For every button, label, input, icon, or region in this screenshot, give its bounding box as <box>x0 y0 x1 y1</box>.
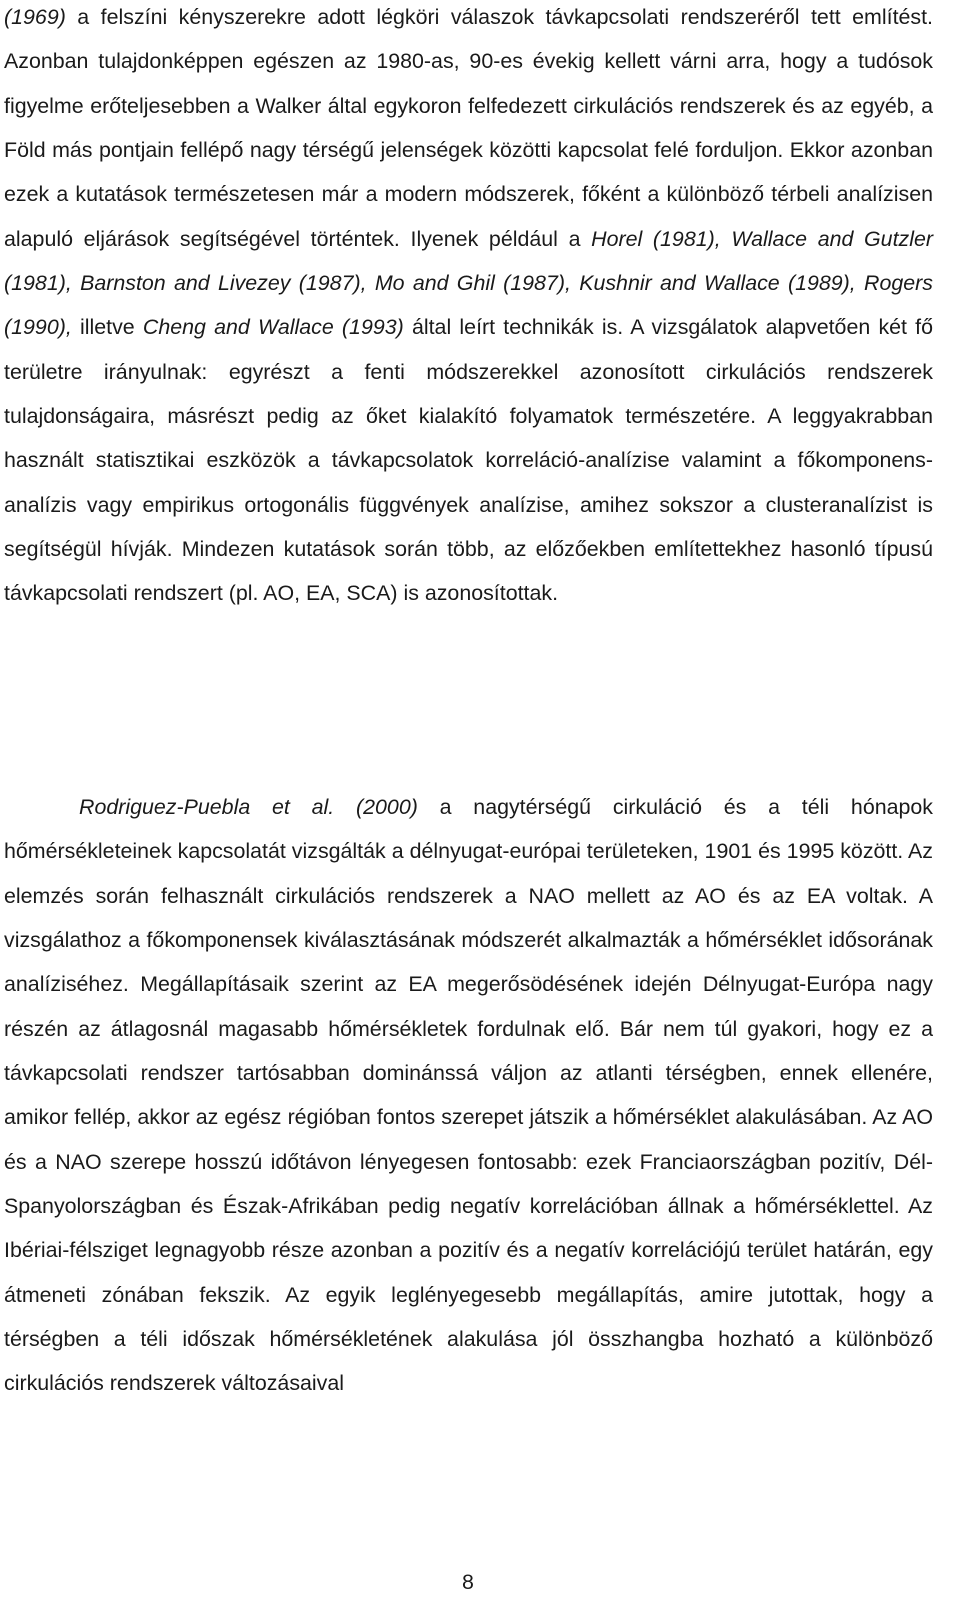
citation-text: Rodriguez-Puebla et al. (2000) <box>79 795 418 819</box>
citation-text: Horel (1981), Wallace and Gutzler (1981), Barnston and Livezey (1987), Mo and Ghil (1987), Kushnir and Wallace (1989), Rogers (1990), <box>4 226 933 340</box>
paragraph-text: illetve <box>71 315 143 340</box>
body-paragraph-2 <box>4 785 933 1406</box>
body-paragraph-1 <box>4 0 933 616</box>
paragraph-text: a nagytérségű cirkuláció és a téli hónapok hőmérsékleteinek kapcsolatát vizsgálták a délnyugat-európai területeken, 1901 és 1995 között. Az elemzés során felhasznált cirkulációs rendszerek a NAO mellett az AO és az EA voltak. A vizsgálathoz a főkomponensek kiválasztásának módszerét alkalmazták a hőmérséklet idősorának analíziséhez. Megállapításaik szerint az EA megerősödésének idején Délnyugat-Európa nagy részén az átlagosnál magasabb hőmérsékletek fordulnak elő. Bár nem túl gyakori, hogy ez a távkapcsolati rendszer tartósabban dominánssá váljon az atlanti térségben, ennek ellenére, amikor fellép, akkor az egész régióban fontos szerepet játszik a hőmérséklet alakulásában. Az AO és a NAO szerepe hosszú időtávon lényegesen fontosabb: ezek Franciaországban pozitív, Dél-Spanyolországban és Észak-Afrikában pedig negatív korrelációban állnak a hőmérséklettel. Az Ibériai-félsziget legnagyobb része azonban a pozitív és a negatív korrelációjú terület határán, egy átmeneti zónában fekszik. Az egyik leglényegesebb megállapítás, amire jutottak, hogy a térségben a téli időszak hőmérsékletének alakulása jól összhangba hozható a különböző cirkulációs rendszerek változásaival <box>4 795 933 1396</box>
paragraph-text: által leírt technikák is. A vizsgálatok alapvetően két fő területre irányulnak: egyrészt a fenti módszerekkel azonosított cirkulációs rendszerek tulajdonságaira, másrészt pedig az őket kialakító folyamatok természetére. A leggyakrabban használt statisztikai eszközök a távkapcsolatok korreláció-analízise valamint a főkomponens-analízis vagy empirikus ortogonális függvények analízise, amihez sokszor a clusteranalízist is segítségül hívják. Mindezen kutatások során több, az előzőekben említettekhez hasonló típusú távkapcsolati rendszert (pl. AO, EA, SCA) is azonosítottak. <box>4 315 934 606</box>
paragraph-text: a felszíni kényszerekre adott légköri válaszok távkapcsolati rendszeréről tett említést. Azonban tulajdonképpen egészen az 1980-as, 90-es évekig kellett várni arra, hogy a tudósok figyelme erőteljesebben a Walker által egykoron felfedezett cirkulációs rendszerek és az egyéb, a Föld más pontjain fellépő nagy térségű jelenségek közötti kapcsolat felé forduljon. Ekkor azonban ezek a kutatások természetesen már a modern módszerek, főként a különböző térbeli analízisen alapuló eljárások segítségével történtek. Ilyenek például a <box>4 5 933 251</box>
citation-text: Cheng and Wallace (1993) <box>142 315 404 340</box>
page-number: 8 <box>462 1570 474 1594</box>
citation-text: (1969) <box>4 5 66 29</box>
